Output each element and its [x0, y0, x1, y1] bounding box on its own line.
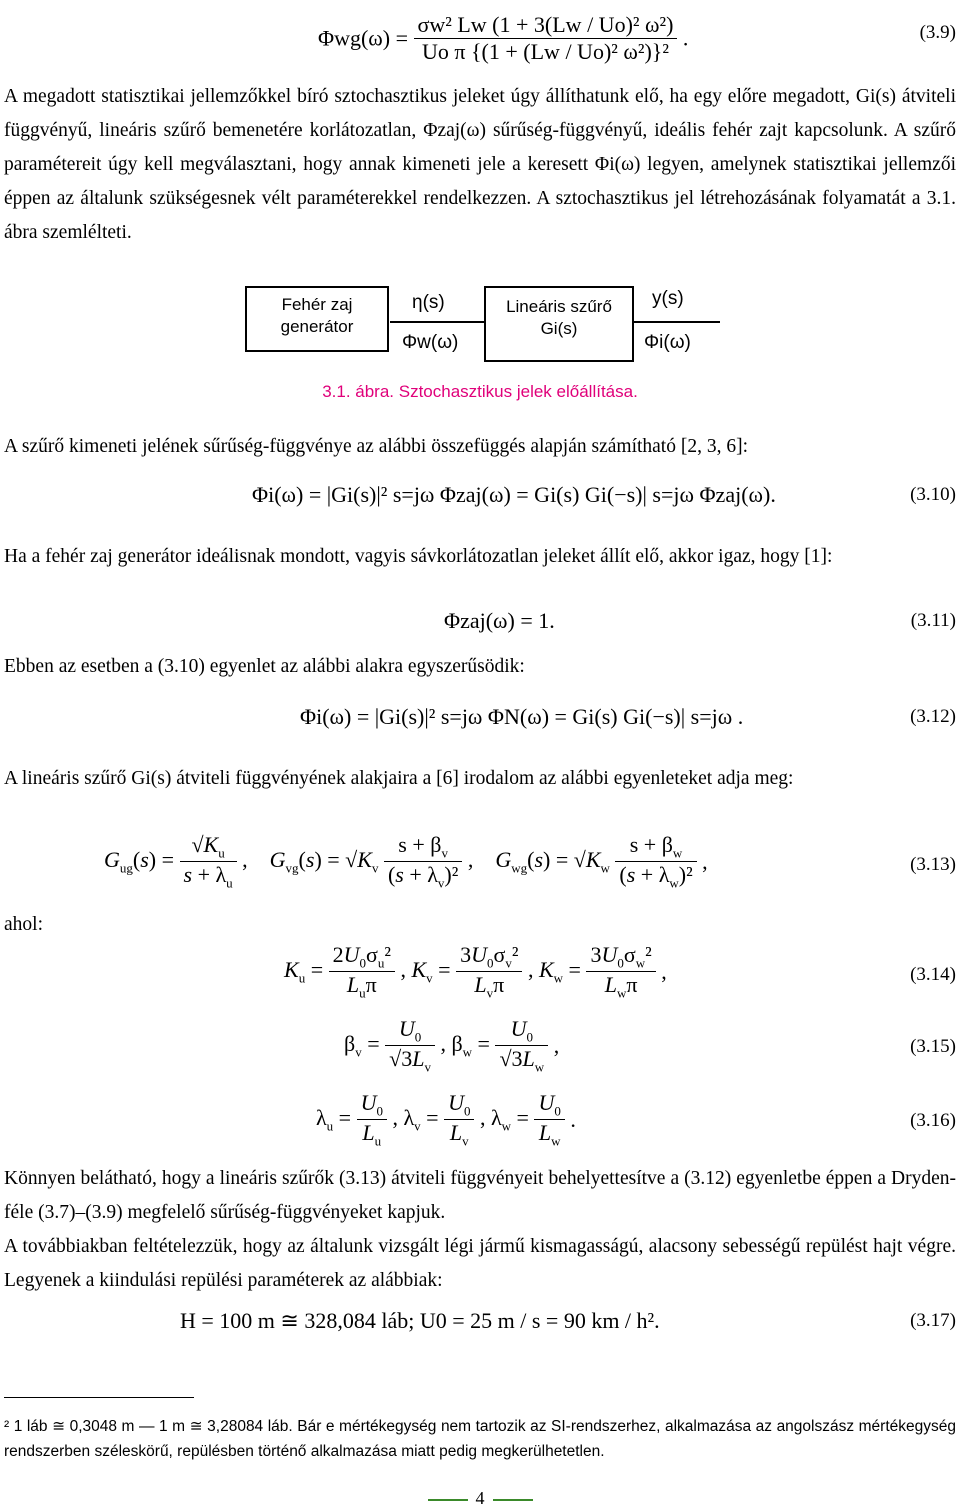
page-number-value: 4: [475, 1488, 485, 1508]
eq-3-9-denominator: Uo π {(1 + (Lw / Uo)² ω²)}²: [422, 39, 669, 64]
equation-3-9: [0, 4, 960, 64]
paragraph-simplified: Ebben az esetben a (3.10) egyenlet az alábbi alakra egyszerűsödik:: [4, 656, 525, 677]
page-dash-right: [493, 1499, 533, 1501]
page-number: [0, 1488, 960, 1509]
eq-3-15-number: (3.15): [910, 1036, 956, 1057]
block-diagram: [240, 282, 720, 372]
eq-3-16-math: $\lambda_u$ = $\frac{U_0}{L_u}$ , $\lambda_v$ = $\frac{U_0}{L_v}$ , $\lambda_w$ = $\frac{U_0}{L_w}$ .: [316, 1090, 576, 1149]
paragraph-intro: A megadott statisztikai jellemzőkkel bíró sztochasztikus jeleket úgy állíthatunk elő, ha egy előre megadott, Gi(s) átviteli függvényű, lineáris szűrő bemenetére korlátozatlan, Φzaj(ω) sűrűség-függvényű, ideális fehér zajt kapcsolunk. A szűrő paramétereit úgy kell megválasztani, hogy annak kimeneti jele a keresett Φi(ω) legyen, amelynek statisztikai jellemzői éppen az általunk szükségesnek vélt paraméterekkel rendelkezzen. A sztochasztikus jel létrehozásának folyamatát a 3.1. ábra szemlélteti.: [4, 86, 956, 243]
equation-3-15: [0, 1014, 960, 1086]
eq-3-12-text: Φi(ω) = |Gi(s)|² s=jω ΦN(ω) = Gi(s) Gi(−s)| s=jω .: [300, 704, 744, 729]
equation-3-11: [0, 606, 960, 642]
figure-caption: 3.1. ábra. Sztochasztikus jelek előállítása.: [322, 382, 638, 401]
eq-3-9-lhs: Φwg(ω) =: [318, 25, 409, 51]
eq-3-9-number: (3.9): [919, 22, 956, 43]
paragraph-dryden: Könnyen belátható, hogy a lineáris szűrők (3.13) átviteli függvényeit behelyettesítve a (3.12) egyenletbe éppen a Dryden-féle (3.7)–(3.9) megfelelő sűrűség-függvényeket kapjuk.: [4, 1168, 956, 1223]
input-density-label: Φw(ω): [402, 332, 459, 353]
paragraph-filter-forms: A lineáris szűrő Gi(s) átviteli függvényének alakjaira a [6] irodalom az alábbi egyenleteket adja meg:: [4, 768, 794, 789]
eq-3-14-math: $K_u$ = $\frac{2U_0\sigma_u^2}{L_u\pi}$ , $K_v$ = $\frac{3U_0\sigma_v^2}{L_v\pi}$ , $K_w$ = $\frac{3U_0\sigma_w^2}{L_w\pi}$ ,: [284, 942, 667, 1001]
eq-3-13-number: (3.13): [910, 854, 956, 875]
paragraph-assumptions: A továbbiakban feltételezzük, hogy az általunk vizsgált légi jármű kismagasságú, alacsony sebességű repülést hajt végre. Legyenek a kiindulási repülési paraméterek az alábbiak:: [4, 1236, 956, 1291]
eq-3-11-text: Φzaj(ω) = 1.: [444, 608, 555, 633]
input-signal-label: η(s): [412, 292, 445, 313]
white-noise-generator-block: Fehér zaj generátor: [245, 286, 389, 352]
output-density-label: Φi(ω): [644, 332, 691, 353]
equation-3-16: [0, 1088, 960, 1160]
eq-3-15-math: $\beta_v$ = $\frac{U_0}{√3L_v}$ , $\beta_w$ = $\frac{U_0}{√3L_w}$ ,: [344, 1016, 560, 1075]
output-signal-label: y(s): [652, 288, 684, 309]
eq-3-11-number: (3.11): [910, 610, 956, 631]
eq-3-10-number: (3.10): [910, 484, 956, 505]
equation-3-10: [0, 478, 960, 518]
eq-3-17-text: H = 100 m ≅ 328,084 láb; U0 = 25 m / s = 90 km / h².: [180, 1308, 660, 1333]
footnote-rule: [4, 1397, 194, 1398]
eq-3-9-fraction: [414, 12, 678, 65]
eq-3-9-numerator: σw² Lw (1 + 3(Lw / Uo)² ω²): [414, 12, 678, 39]
eq-3-17-number: (3.17): [910, 1310, 956, 1331]
linear-filter-label: Lineáris szűrő: [506, 297, 612, 316]
footnote: ² 1 láb ≅ 0,3048 m — 1 m ≅ 3,28084 láb. Bár e mértékegység nem tartozik az SI-rendszerhez, alkalmazása az angolszász mértékegység rendszerben széleskörű, repülésben történő alkalmazása miatt pedig megkerülhetetlen.: [4, 1418, 956, 1460]
linear-filter-transfer: Gi(s): [540, 319, 578, 338]
where-label: ahol:: [4, 914, 43, 935]
eq-3-13-math: $G_{ug}(s)$ = $\frac{√K_u}{s + \lambda_u}$ , $G_{vg}(s) = √K_v$ $\frac{s + \beta_v}{(s + \lambda_v)^2}$ , $G_{wg}(s) = √K_w$ $\frac{s + \beta_w}{(s + \lambda_w)^2}$ ,: [104, 832, 708, 891]
equation-3-14: [0, 940, 960, 1012]
equation-3-17: [0, 1306, 960, 1342]
eq-3-9-math: Φwg(ω) = $\frac{\text{σw² Lw (1 + 3(Lw / Uo)² ω²)}}{\text{Uo π \{(1 + (Lw / Uo)² ω²)\}²}}$ .: [318, 12, 689, 64]
linear-filter-block: [484, 286, 634, 362]
eq-3-14-number: (3.14): [910, 964, 956, 985]
equation-3-13: [0, 828, 960, 904]
paragraph-ideal-noise: Ha a fehér zaj generátor ideálisnak mondott, vagyis sávkorlátozatlan jeleket állít elő, akkor igaz, hogy [1]:: [4, 546, 833, 567]
paragraph-density: A szűrő kimeneti jelének sűrűség-függvénye az alábbi összefüggés alapján számítható [2, 3, 6]:: [4, 436, 749, 457]
eq-3-16-number: (3.16): [910, 1110, 956, 1131]
eq-3-12-number: (3.12): [910, 706, 956, 727]
equation-3-12: [0, 700, 960, 740]
eq-3-10-text: Φi(ω) = |Gi(s)|² s=jω Φzaj(ω) = Gi(s) Gi(−s)| s=jω Φzaj(ω).: [252, 482, 776, 507]
page-dash-left: [428, 1499, 468, 1501]
